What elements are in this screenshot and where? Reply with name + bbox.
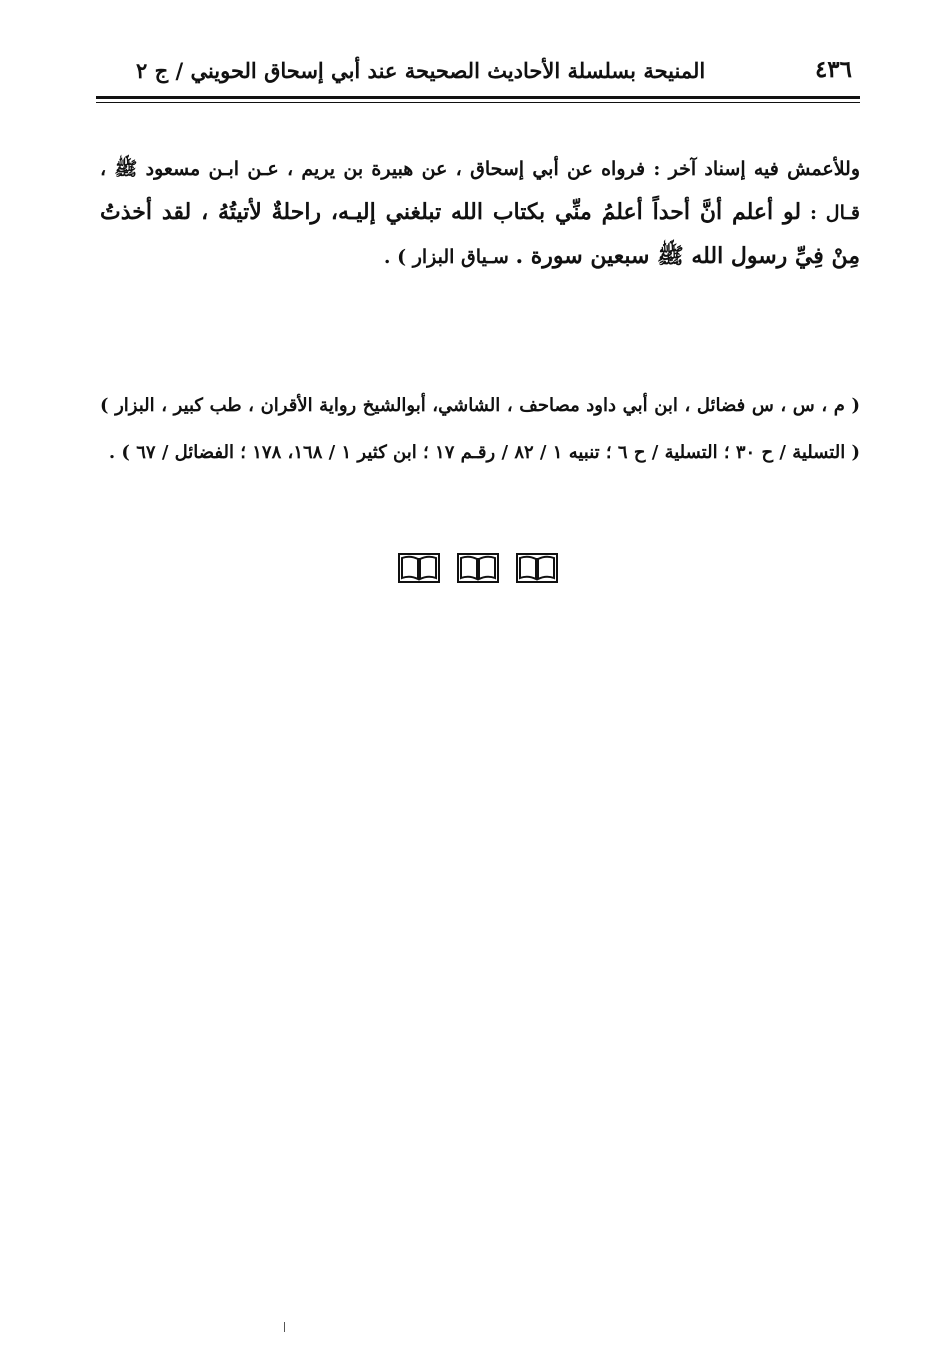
body-paragraph <box>100 148 860 279</box>
open-book-icon <box>457 552 499 584</box>
section-ornaments <box>398 552 578 586</box>
sources-text: ( م ، س ، س فضائل ، ابن أبي داود مصاحف ، الشاشي، أبوالشيخ رواية الأقران ، طب كبير ، البزار ) ( التسلية / ح ٣٠ ؛ التسلية / ح ٦ ؛ تنبيه ١ / ٨٢ / رقـم ١٧ ؛ ابن كثير ١ / ١٦٨، ١٧٨ ؛ الفضائل / ٦٧ ) . <box>100 395 860 463</box>
intro-text: وللأعمش فيه إسناد آخر : فرواه عن أبي إسحاق ، عن هبيرة بن يريم ، عـن ابـن مسعود ﷺ ، قـال : <box>100 158 861 224</box>
open-book-icon <box>516 552 558 584</box>
header-rule-thick <box>96 96 860 99</box>
page-header <box>96 52 860 98</box>
running-title: المنيحة بسلسلة الأحاديث الصحيحة عند أبي إسحاق الحويني / ج ٢ <box>136 58 706 83</box>
scan-artifact-mark <box>284 1322 285 1332</box>
open-book-icon <box>398 552 440 584</box>
header-rule-thin <box>96 102 860 103</box>
hadith-text: لو أعلم أنَّ أحداً أعلمُ منِّي بكتاب الله تبلغني إليـه، راحلةٌ لأتيتُهُ ، لقد أخذتُ مِنْ فِيِّ رسول الله ﷺ سبعين سورة . <box>100 199 860 269</box>
closing-text: سـياق البزار ) . <box>383 246 509 268</box>
page-number: ٤٣٦ <box>814 56 852 83</box>
sources-paragraph <box>100 382 860 476</box>
